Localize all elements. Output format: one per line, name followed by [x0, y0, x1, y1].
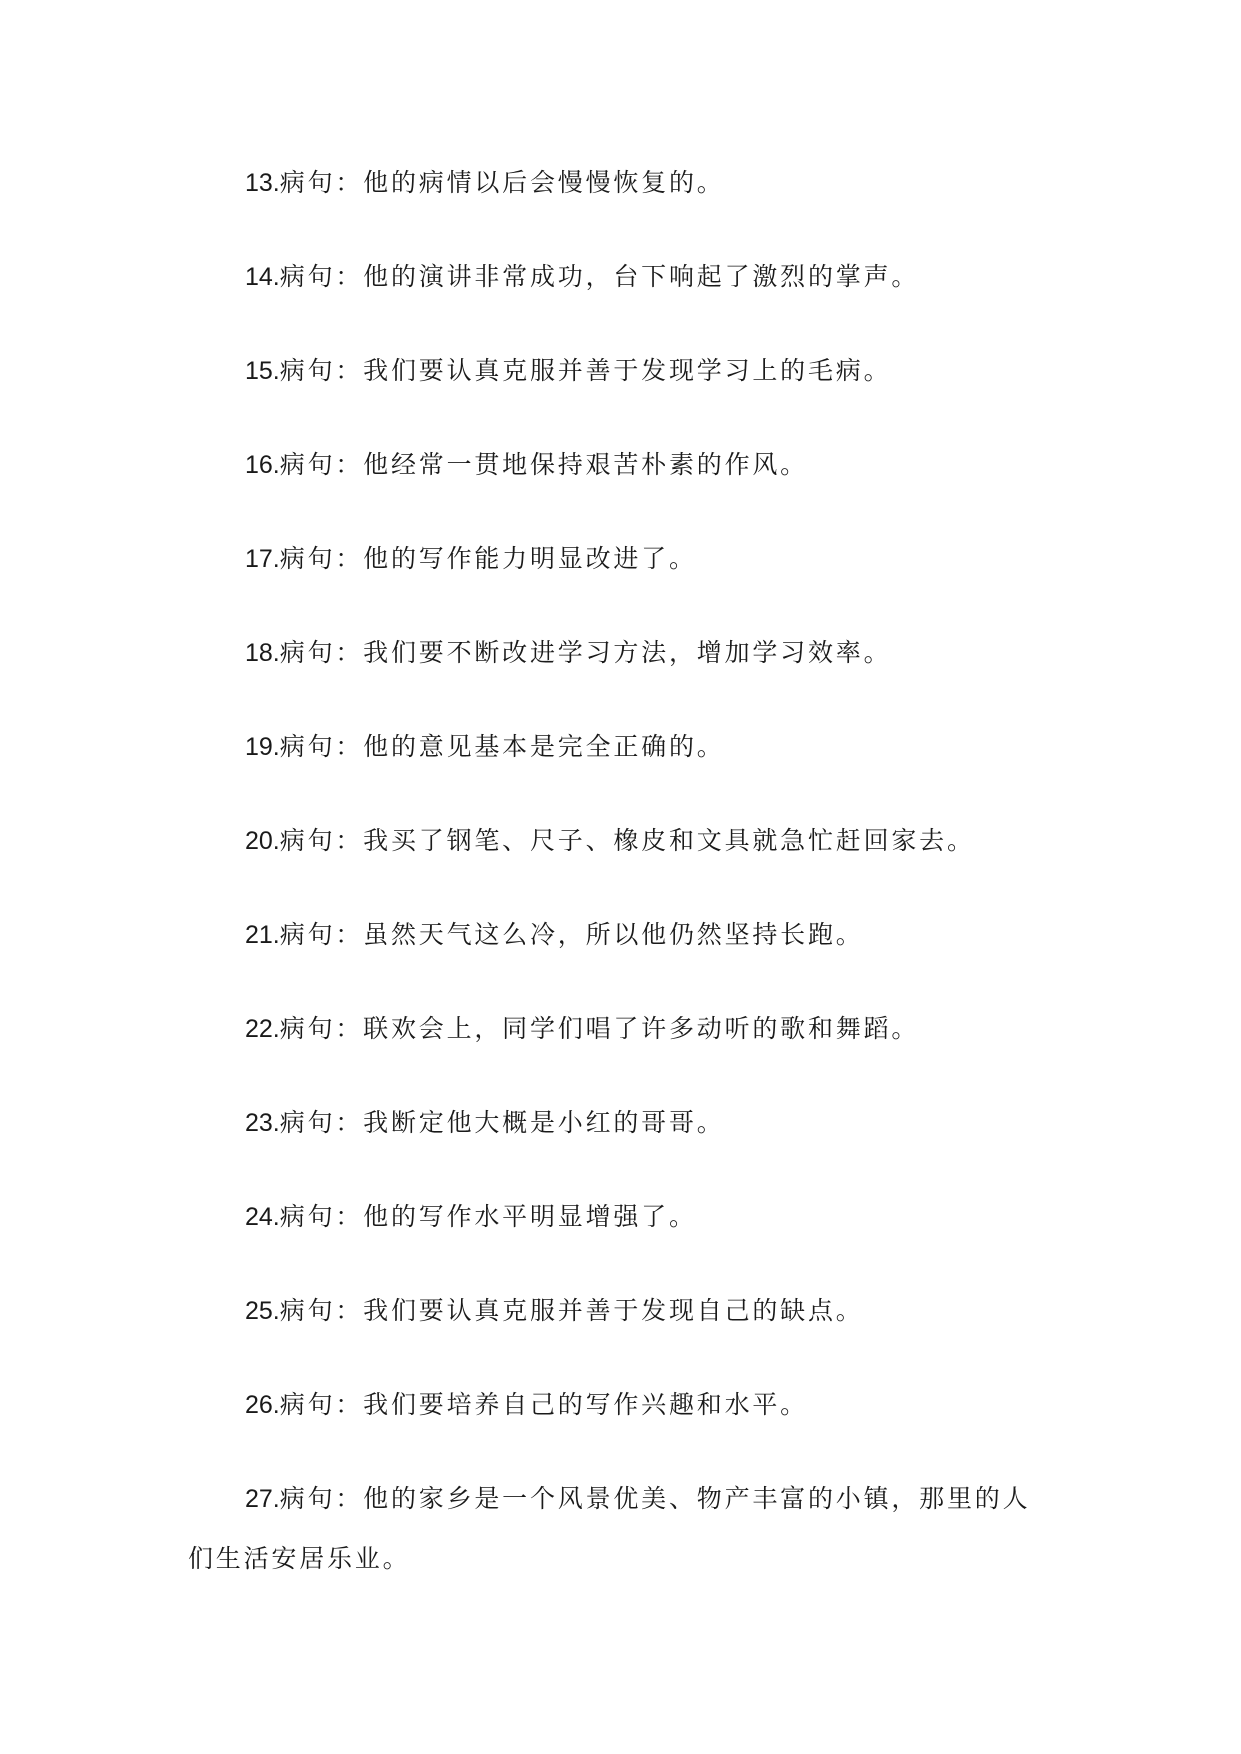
item-number: 14.: [245, 263, 280, 291]
list-item: [188, 1469, 1048, 1589]
list-item: [188, 1286, 1068, 1336]
item-text: 病句：我们要认真克服并善于发现自己的缺点。: [279, 1296, 864, 1325]
item-number: 18.: [245, 639, 280, 667]
item-number: 17.: [245, 545, 280, 573]
list-item: [188, 440, 1068, 490]
item-number: 13.: [245, 169, 280, 197]
item-text: 病句：他的意见基本是完全正确的。: [279, 732, 725, 761]
item-text: 病句：我买了钢笔、尺子、橡皮和文具就急忙赶回家去。: [279, 826, 975, 855]
item-text: 病句：他的病情以后会慢慢恢复的。: [279, 168, 725, 197]
item-text: 病句：我们要不断改进学习方法，增加学习效率。: [279, 638, 892, 667]
item-text: 病句：我们要认真克服并善于发现学习上的毛病。: [279, 356, 892, 385]
item-number: 24.: [245, 1203, 280, 1231]
sentence-list: [188, 158, 1068, 1633]
item-number: 22.: [245, 1015, 280, 1043]
item-number: 15.: [245, 357, 280, 385]
list-item: [188, 1192, 1068, 1242]
item-number: 19.: [245, 733, 280, 761]
list-item: [188, 910, 1068, 960]
item-text: 病句：我们要培养自己的写作兴趣和水平。: [279, 1390, 808, 1419]
item-number: 25.: [245, 1297, 280, 1325]
item-text: 病句：他的写作能力明显改进了。: [279, 544, 697, 573]
item-number: 21.: [245, 921, 280, 949]
list-item: [188, 1098, 1068, 1148]
list-item: [188, 158, 1068, 208]
item-number: 27.: [245, 1485, 280, 1513]
item-text: 病句：他经常一贯地保持艰苦朴素的作风。: [279, 450, 808, 479]
item-text: 病句：他的演讲非常成功，台下响起了激烈的掌声。: [279, 262, 920, 291]
list-item: [188, 534, 1068, 584]
item-text: 病句：联欢会上，同学们唱了许多动听的歌和舞蹈。: [279, 1014, 920, 1043]
item-number: 20.: [245, 827, 280, 855]
item-number: 23.: [245, 1109, 280, 1137]
list-item: [188, 1380, 1068, 1430]
item-number: 26.: [245, 1391, 280, 1419]
item-text: 病句：他的写作水平明显增强了。: [279, 1202, 697, 1231]
list-item: [188, 816, 1068, 866]
item-text: 病句：我断定他大概是小红的哥哥。: [279, 1108, 725, 1137]
item-text: 病句：虽然天气这么冷，所以他仍然坚持长跑。: [279, 920, 864, 949]
item-text: 病句：他的家乡是一个风景优美、物产丰富的小镇，那里的人们生活安居乐业。: [188, 1484, 1031, 1573]
list-item: [188, 252, 1068, 302]
list-item: [188, 346, 1068, 396]
list-item: [188, 722, 1068, 772]
list-item: [188, 628, 1068, 678]
list-item: [188, 1004, 1068, 1054]
item-number: 16.: [245, 451, 280, 479]
